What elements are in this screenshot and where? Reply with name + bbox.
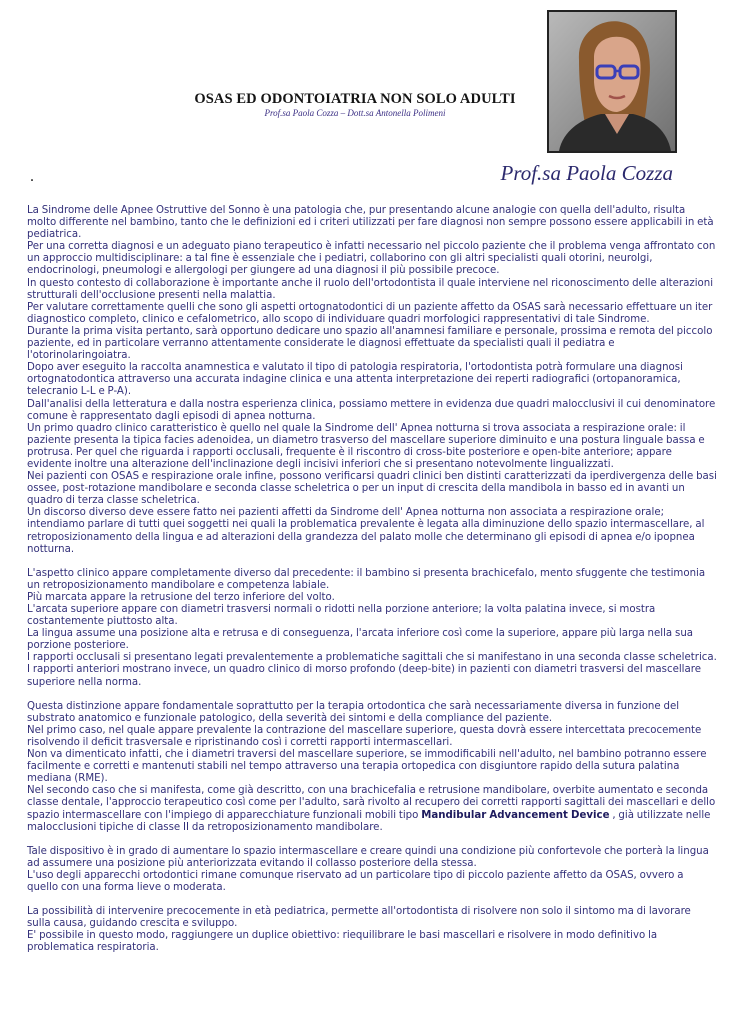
paragraph: L'arcata superiore appare con diametri trasversi normali o ridotti nella porzione anteriore; la volta palatina invece, si mostra costantemente piuttosto alta. (27, 604, 656, 628)
paragraph (27, 785, 717, 833)
paragraph-gap (27, 689, 717, 701)
paragraph-gap (27, 834, 717, 846)
author-photo (547, 10, 677, 153)
paragraph: Un discorso diverso deve essere fatto nei pazienti affetti da Sindrome dell' Apnea notturna non associata a respirazione orale; intendiamo parlare di tutti quei soggetti nei quali la problematica prevalente è legata alla diminuzione dello spazio intermascellare, al retroposizionamento della lingua e ad alterazioni della grandezza del palato molle che determinano gli episodi di apnea e/o ipopnea notturna. (27, 507, 705, 555)
article-body (27, 205, 717, 954)
paragraph-gap (27, 556, 717, 568)
paragraph: Dopo aver eseguito la raccolta anamnestica e valutato il tipo di patologia respiratoria, l'ortodontista potrà formulare una diagnosi ortognatodontica attraverso una accurata indagine clinica e una attenta interpretazione dei reperti radiografici (ortopanoramica, telecranio L-L e P-A). (27, 362, 683, 398)
paragraph: La lingua assume una posizione alta e retrusa e di conseguenza, l'arcata inferiore così come la superiore, appare più larga nella sua porzione posteriore. (27, 628, 694, 652)
paragraph: E' possibile in questo modo, raggiungere un duplice obiettivo: riequilibrare le basi mascellari e risolvere in modo definitivo la problematica respiratoria. (27, 930, 658, 954)
paragraph: L'aspetto clinico appare completamente diverso dal precedente: il bambino si presenta brachicefalo, mento sfuggente che testimonia un retroposizionamento mandibolare e competenza labiale. (27, 567, 706, 591)
paragraph-gap (27, 894, 717, 906)
paragraph: Questa distinzione appare fondamentale soprattutto per la terapia ortodontica che sarà necessariamente diversa in funzione del substrato anatomico e funzionale patologico, della severità dei sintomi e della compliance del paziente. (27, 700, 680, 724)
paragraph: Più marcata appare la retrusione del terzo inferiore del volto. (27, 591, 335, 603)
authors-line: Prof.sa Paola Cozza – Dott.sa Antonella Polimeni (264, 108, 446, 118)
paragraph: Non va dimenticato infatti, che i diametri traversi del mascellare superiore, se immodificabili nell'adulto, nel bambino potranno essere facilmente e corretti e mantenuti stabili nel tempo attraverso una terapia ortopedica con disgiuntore rapido della sutura palatina mediana (RME). (27, 749, 707, 785)
paragraph: I rapporti anteriori mostrano invece, un quadro clinico di morso profondo (deep-bite) in pazienti con diametri trasversi del mascellare superiore nella norma. (27, 664, 701, 688)
paragraph: Dall'analisi della letteratura e dalla nostra esperienza clinica, possiamo mettere in evidenza due quadri malocclusivi il cui denominatore comune è rappresentato dagli episodi di apnea notturna. (27, 398, 716, 422)
paragraph: L'uso degli apparecchi ortodontici rimane comunque riservato ad un particolare tipo di piccolo paziente affetto da OSAS, ovvero a quello con una forma lieve o moderata. (27, 869, 684, 893)
author-signature: Prof.sa Paola Cozza (500, 161, 673, 185)
paragraph-text: Nel secondo caso che si manifesta, come già descritto, con una brachicefalia e retrusione mandibolare, overbite aumentato e seconda classe dentale, l'approccio terapeutico così come per l'adulto, sarà rivolto al recupero dei corretti rapporti sagittali dei mascellari e dello spazio intermascellare con l'impiego di apparecchiature funzionali mobili tipo (27, 785, 716, 821)
author-portrait-image (549, 12, 675, 151)
device-name: Mandibular Advancement Device (421, 809, 610, 821)
paragraph: Nel primo caso, nel quale appare prevalente la contrazione del mascellare superiore, questa dovrà essere intercettata precocemente risolvendo il deficit trasversale e ripristinando così i corretti rapporti intermascellari. (27, 724, 702, 748)
paragraph: La Sindrome delle Apnee Ostruttive del Sonno è una patologia che, pur presentando alcune analogie con quella dell'adulto, risulta molto differente nel bambino, tanto che le definizioni ed i criteri utilizzati per fare diagnosi non sempre possono essere applicabili in età pediatrica. (27, 205, 714, 241)
paragraph: Durante la prima visita pertanto, sarà opportuno dedicare uno spazio all'anamnesi familiare e personale, prossima e remota del piccolo paziente, ed in particolare verranno attentamente considerate le diagnosi effettuate da specialisti quali il pediatra e l'otorinolaringoiatra. (27, 325, 713, 362)
paragraph: Tale dispositivo è in grado di aumentare lo spazio intermascellare e creare quindi una condizione più confortevole che porterà la lingua ad assumere una posizione più anteriorizzata evitando il collasso posteriore della stessa. (27, 845, 709, 869)
paragraph-text: , già utilizzate nelle malocclusioni tipiche di classe II da retroposizionamento mandibolare. (27, 809, 711, 833)
paragraph: Per una corretta diagnosi e un adeguato piano terapeutico è infatti necessario nel piccolo paziente che il problema venga affrontato con un approccio multidisciplinare: a tal fine è essenziale che i pediatri, collaborino con gli altri specialisti quali otorini, neurolgi, endocrinologi, pneumologi e allergologi per giungere ad una diagnosi il più possibile precoce. (27, 241, 716, 277)
paragraph: Nei pazienti con OSAS e respirazione orale infine, possono verificarsi quadri clinici ben distinti caratterizzati da iperdivergenza delle basi ossee, post-rotazione mandibolare e seconda classe scheletrica o per un input di crescita della mandibola in basso ed in avanti un quadro di terza classe scheletrica. (27, 471, 717, 507)
paragraph: La possibilità di intervenire precocemente in età pediatrica, permette all'ortodontista di risolvere non solo il sintomo ma di lavorare sulla causa, guidando crescita e sviluppo. (27, 906, 691, 930)
paragraph: Un primo quadro clinico caratteristico è quello nel quale la Sindrome dell' Apnea notturna si trova associata a respirazione orale: il paziente presenta la tipica facies adenoidea, un diametro trasverso del mascellare superiore diminuito e una postura linguale bassa e protrusa. Per quel che riguarda i rapporti occlusali, frequente è il riscontro di cross-bite posteriore e open-bite anteriore; appare evidente inoltre una alterazione dell'inclinazione degli incisivi inferiori che si presentano notevolmente lingualizzati. (27, 422, 705, 470)
paragraph: In questo contesto di collaborazione è importante anche il ruolo dell'ortodontista il quale interviene nel riconoscimento delle alterazioni strutturali dell'occlusione presenti nella malattia. (27, 277, 714, 301)
paragraph: Per valutare correttamente quelli che sono gli aspetti ortognatodontici di un paziente affetto da OSAS sarà necessario effettuare un iter diagnostico completo, clinico e cefalometrico, allo scopo di individuare quadri morfologici rappresentativi di tale Sindrome. (27, 301, 713, 325)
document-title: OSAS ED ODONTOIATRIA NON SOLO ADULTI (194, 91, 516, 107)
paragraph: I rapporti occlusali si presentano legati prevalentemente a problematiche sagittali che si manifestano in una seconda classe scheletrica. (27, 652, 717, 664)
stray-dot: . (30, 168, 34, 185)
